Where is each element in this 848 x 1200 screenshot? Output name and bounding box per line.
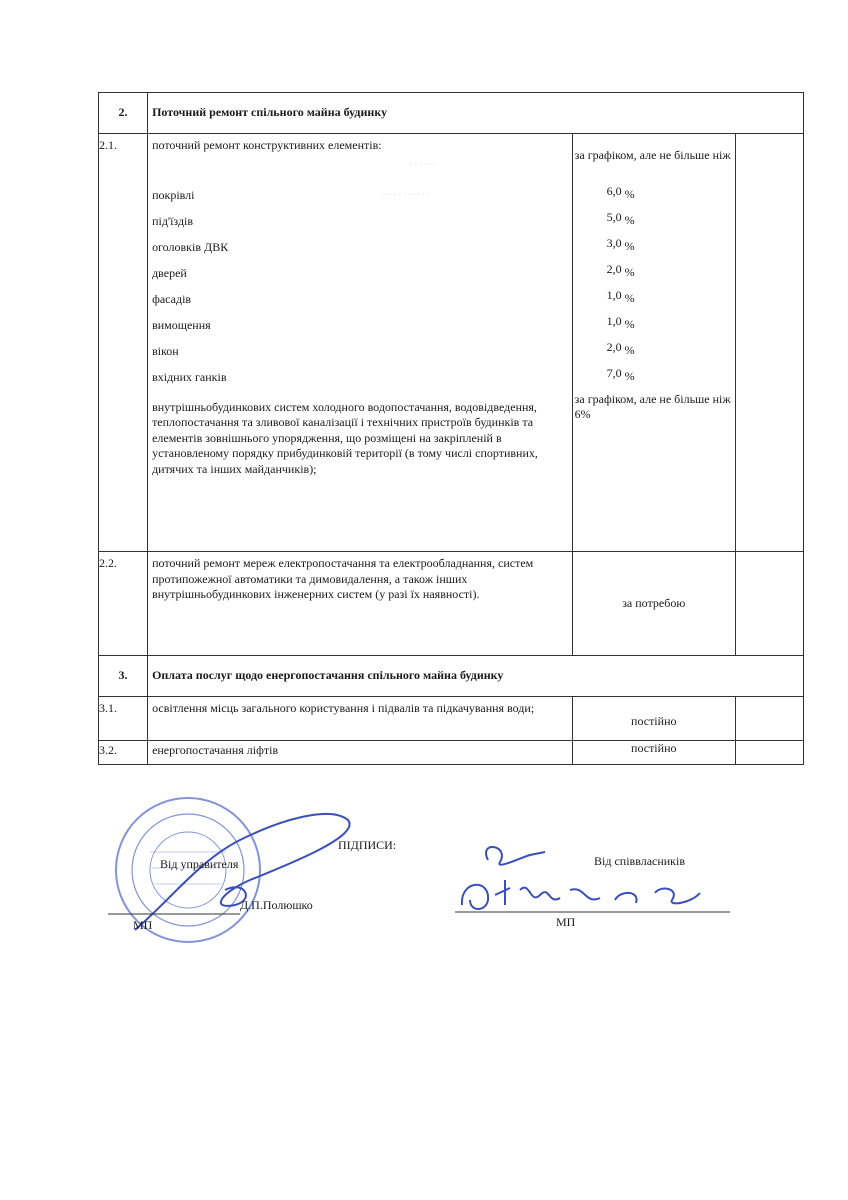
percent-item: 5,0 %	[606, 209, 635, 227]
section-3-title: Оплата послуг щодо енергопостачання спільного майна будинку	[148, 656, 804, 697]
manager-signature	[135, 814, 350, 930]
row-2-1-desc-cell	[148, 134, 573, 552]
row-2-2-empty-cell	[735, 552, 803, 656]
manager-label: Від управителя	[160, 857, 239, 871]
percent-item: 7,0 %	[606, 365, 635, 383]
mp-left: МП	[133, 918, 153, 932]
row-3-2	[99, 741, 804, 765]
row-3-1-desc-cell	[148, 697, 573, 741]
row-3-2-text: енергопостачання ліфтів	[152, 743, 279, 757]
row-3-1-empty-cell	[735, 697, 803, 741]
row-2-1-intro: поточний ремонт конструктивних елементів:	[152, 138, 382, 152]
mp-right: МП	[556, 915, 576, 929]
row-2-2-number-cell	[99, 552, 148, 656]
row-3-1-freq: постійно	[631, 714, 677, 729]
row-2-2-freq-cell	[572, 552, 735, 656]
element-label: вхідних ганків	[152, 369, 227, 384]
element-label: оголовків ДВК	[152, 239, 229, 254]
signatures-heading: ПІДПИСИ:	[338, 838, 397, 852]
row-3-1-number-cell	[99, 697, 148, 741]
manager-name: Д.П.Полюшко	[240, 898, 313, 912]
element-label: під'їздів	[152, 213, 194, 228]
row-3-1-number: 3.1.	[99, 701, 117, 715]
row-2-1-freq: за графіком, але не більше ніж	[574, 148, 731, 162]
owners-label: Від співвласників	[594, 854, 686, 868]
percent-item: 6,0 %	[606, 183, 635, 201]
owner-signature	[486, 847, 545, 865]
element-label: вимощення	[152, 317, 211, 332]
element-label: вікон	[152, 343, 179, 358]
section-2-row	[99, 93, 804, 134]
section-2-number: 2.	[99, 93, 148, 134]
row-2-2-text: поточний ремонт мереж електропостачання та електрообладнання, систем протипожежної автоматики та димовидалення, а також інших внутрішньобудинкових інженерних систем (у разі їх наявності).	[152, 556, 534, 602]
systems-text: внутрішньобудинкових систем холодного водопостачання, водовідведення, теплопостачання та зливової каналізації і технічних пристроїв будинків та елементів зовнішнього упорядження, що розміщені на закріпленій в установленому порядку прибудинковій території (в тому числі спортивних, дитячих та інших майданчиків);	[152, 399, 538, 476]
row-2-1	[99, 134, 804, 552]
percent-item: 2,0 %	[606, 261, 635, 279]
maintenance-table	[98, 92, 804, 765]
row-3-2-freq: постійно	[631, 741, 677, 755]
element-label: фасадів	[152, 291, 192, 306]
element-label: дверей	[152, 265, 187, 280]
row-3-2-number: 3.2.	[99, 743, 117, 757]
row-3-2-desc-cell	[148, 741, 573, 765]
systems-freq: за графіком, але не більше ніж 6%	[574, 391, 731, 422]
section-2-title: Поточний ремонт спільного майна будинку	[148, 93, 804, 134]
row-2-1-empty-cell	[735, 134, 803, 552]
row-2-2	[99, 552, 804, 656]
percent-item: 1,0 %	[606, 313, 635, 331]
row-3-2-empty-cell	[735, 741, 803, 765]
row-2-2-number: 2.2.	[99, 556, 117, 570]
element-list	[152, 188, 568, 396]
row-2-1-freq-cell	[572, 134, 735, 552]
owner-signature-name	[462, 880, 700, 909]
row-2-1-number-cell	[99, 134, 148, 552]
row-2-2-desc-cell	[148, 552, 573, 656]
section-3-number: 3.	[99, 656, 148, 697]
row-3-2-freq-cell	[572, 741, 735, 765]
percent-item: 2,0 %	[606, 339, 635, 357]
percent-list	[575, 184, 733, 392]
row-3-1	[99, 697, 804, 741]
section-3-row	[99, 656, 804, 697]
row-2-2-freq: за потребою	[622, 595, 686, 610]
percent-item: 1,0 %	[606, 287, 635, 305]
row-3-1-freq-cell	[572, 697, 735, 741]
row-2-1-number: 2.1.	[99, 138, 117, 152]
element-label: покрівлі	[152, 187, 195, 202]
company-stamp	[116, 798, 260, 942]
row-3-1-text: освітлення місць загального користування і підвалів та підкачування води;	[152, 701, 535, 715]
percent-item: 3,0 %	[606, 235, 635, 253]
row-3-2-number-cell	[99, 741, 148, 765]
